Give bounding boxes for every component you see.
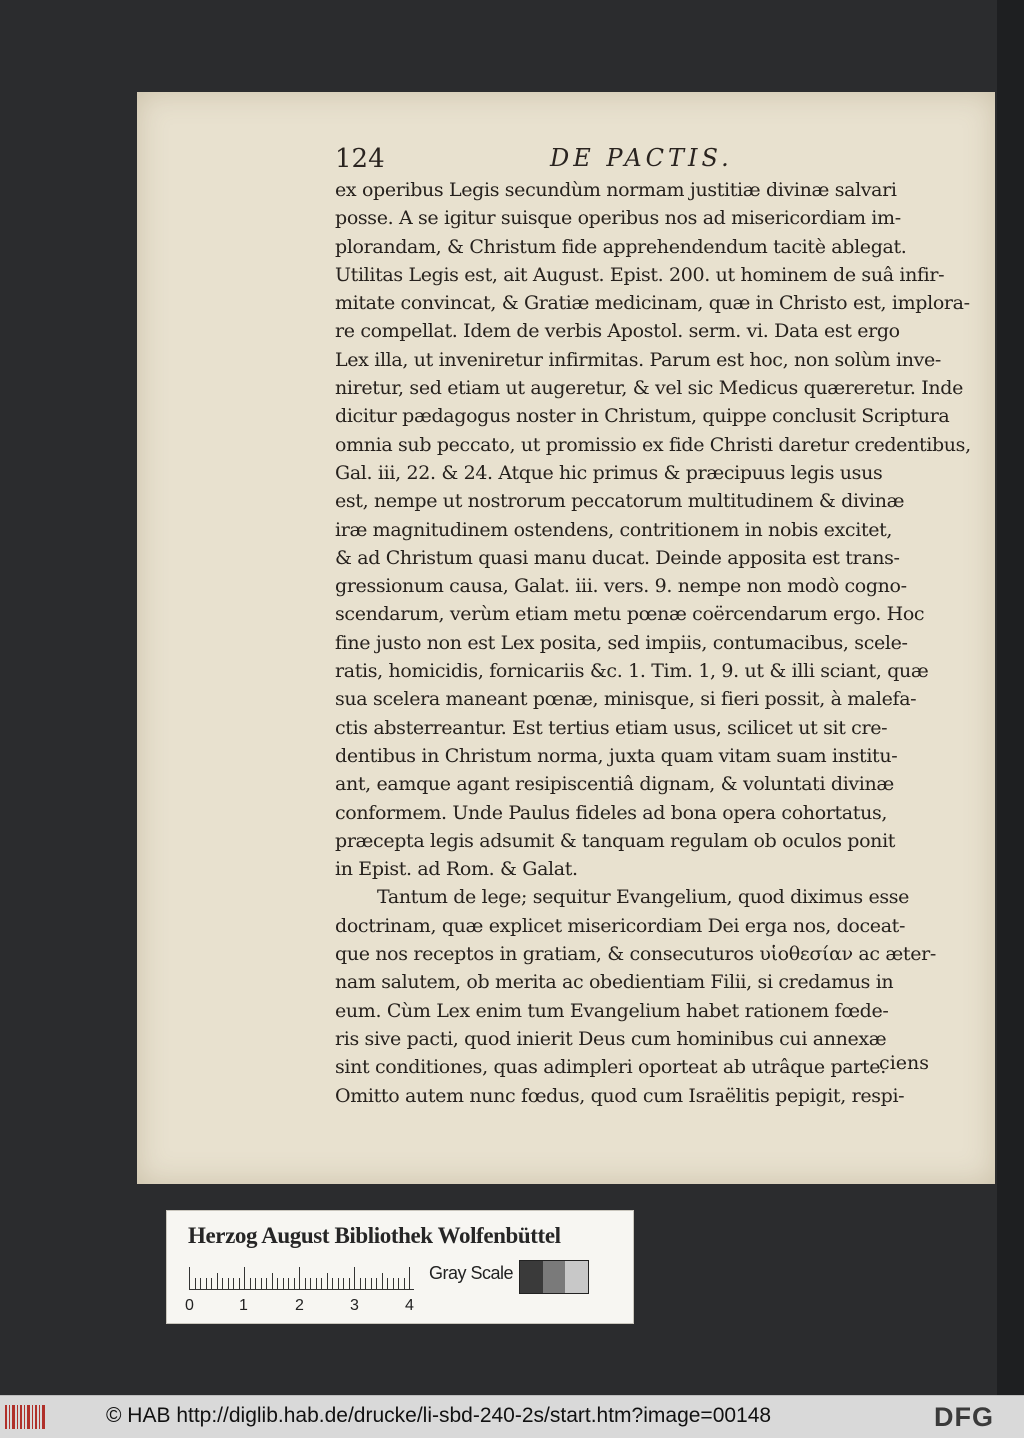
ruler-tick	[189, 1267, 190, 1289]
text-line: Utilitas Legis est, ait August. Epist. 200. ut hominem de suâ infir-	[335, 263, 945, 286]
ruler-tick	[200, 1278, 201, 1289]
text-line: præcepta legis adsumit & tanquam regulam ob oculos ponit	[335, 829, 896, 852]
viewer-footer	[0, 1395, 1024, 1438]
text-line: dicitur pædagogus noster in Christum, quippe conclusit Scriptura	[335, 405, 950, 428]
page-number: 124	[335, 144, 385, 174]
ruler-tick	[266, 1278, 267, 1289]
ruler-number: 1	[239, 1297, 248, 1314]
ruler-tick	[228, 1278, 229, 1289]
ruler-tick	[354, 1267, 355, 1289]
text-line: fine justo non est Lex posita, sed impiis, contumacibus, scele-	[335, 631, 908, 654]
text-line: Lex illa, ut inveniretur infirmitas. Parum est hoc, non solùm inve-	[335, 348, 941, 371]
swatch-light	[565, 1261, 588, 1293]
ruler-tick	[233, 1278, 234, 1289]
ruler-tick	[316, 1278, 317, 1289]
centimeter-ruler	[189, 1267, 414, 1290]
text-line: in Epist. ad Rom. & Galat.	[335, 858, 578, 881]
ruler-tick	[195, 1278, 196, 1289]
ruler-tick	[217, 1273, 218, 1289]
ruler-number: 4	[405, 1297, 414, 1314]
text-line: & ad Christum quasi manu ducat. Deinde apposita est trans-	[335, 546, 900, 569]
ruler-tick	[382, 1273, 383, 1289]
ruler-tick	[321, 1278, 322, 1289]
ruler-tick	[244, 1267, 245, 1289]
ruler-tick	[255, 1278, 256, 1289]
text-line: plorandam, & Christum fide apprehendendum tacitè ablegat.	[335, 235, 907, 258]
text-line: omnia sub peccato, ut promissio ex fide Christi daretur credentibus,	[335, 433, 971, 456]
text-line: nam salutem, ob merita ac obedientiam Filii, si credamus in	[335, 971, 894, 994]
ruler-tick	[261, 1278, 262, 1289]
source-link[interactable]: © HAB http://diglib.hab.de/drucke/li-sbd-240-2s/start.htm?image=00148	[106, 1404, 772, 1427]
text-line: ant, eamque agant resipiscentiâ dignam, & voluntati divinæ	[335, 773, 894, 796]
text-line: ratis, homicidis, fornicariis &c. 1. Tim. 1, 9. ut & illi sciant, quæ	[335, 660, 929, 683]
text-line: conformem. Unde Paulus fideles ad bona opera cohortatus,	[335, 801, 888, 824]
ruler-tick	[277, 1278, 278, 1289]
text-line: niretur, sed etiam ut augeretur, & vel sic Medicus quæreretur. Inde	[335, 377, 963, 400]
ruler-number: 0	[185, 1297, 194, 1314]
ruler-tick	[409, 1267, 410, 1289]
text-line: re compellat. Idem de verbis Apostol. serm. vi. Data est ergo	[335, 320, 900, 343]
text-line: Tantum de lege; sequitur Evangelium, quod diximus esse	[377, 886, 910, 909]
running-title: DE PACTIS.	[550, 144, 733, 172]
library-name: Herzog August Bibliothek Wolfenbüttel	[188, 1223, 561, 1248]
ruler-tick	[393, 1278, 394, 1289]
text-line: dentibus in Christum norma, juxta quam vitam suam institu-	[335, 744, 898, 767]
ruler-tick	[365, 1278, 366, 1289]
text-line: Gal. iii, 22. & 24. Atque hic primus & præcipuus legis usus	[335, 461, 883, 484]
gray-scale-label: Gray Scale	[429, 1263, 514, 1283]
text-line: gressionum causa, Galat. iii. vers. 9. nempe non modò cogno-	[335, 575, 907, 598]
dfg-logo: DFG	[934, 1402, 994, 1432]
text-line: sua scelera maneant pœnæ, minisque, si fieri possit, à malefa-	[335, 688, 917, 711]
text-line: iræ magnitudinem ostendens, contritionem in nobis excitet,	[335, 518, 893, 541]
text-line: est, nempe ut nostrorum peccatorum multitudinem & divinæ	[335, 490, 905, 513]
ruler-number: 3	[350, 1297, 359, 1314]
ruler-tick	[327, 1273, 328, 1289]
ruler-tick	[338, 1278, 339, 1289]
ruler-tick	[404, 1278, 405, 1289]
color-calibration-card	[166, 1210, 634, 1324]
text-line: scendarum, verùm etiam metu pœnæ coërcendarum ergo. Hoc	[335, 603, 925, 626]
text-line: que nos receptos in gratiam, & consecuturos υἱοθεσίαν ac æter-	[335, 943, 936, 966]
text-line: Omitto autem nunc fœdus, quod cum Israëlitis pepigit, respi-	[335, 1084, 905, 1107]
text-line: ex operibus Legis secundùm normam justitiæ divinæ salvari	[335, 179, 897, 201]
text-line: posse. A se igitur suisque operibus nos ad misericordiam im-	[335, 207, 901, 230]
ruler-tick	[349, 1278, 350, 1289]
ruler-tick	[206, 1278, 207, 1289]
ruler-tick	[332, 1278, 333, 1289]
ruler-tick	[305, 1278, 306, 1289]
ruler-tick	[299, 1267, 300, 1289]
book-page	[137, 92, 995, 1184]
text-line: ris sive pacti, quod inierit Deus cum hominibus cui annexæ	[335, 1027, 887, 1050]
gray-scale-swatches	[519, 1260, 589, 1294]
ruler-tick	[376, 1278, 377, 1289]
swatch-mid	[543, 1261, 566, 1293]
ruler-tick	[283, 1278, 284, 1289]
ruler-number: 2	[295, 1297, 304, 1314]
body-text	[335, 176, 971, 1110]
ruler-tick	[272, 1273, 273, 1289]
barcode-icon	[4, 1403, 48, 1431]
ruler-tick	[310, 1278, 311, 1289]
catchword: ciens	[879, 1052, 929, 1074]
text-line: doctrinam, quæ explicet misericordiam Dei erga nos, doceat-	[335, 914, 906, 937]
swatch-dark	[520, 1261, 543, 1293]
ruler-tick	[343, 1278, 344, 1289]
text-line: mitate convincat, & Gratiæ medicinam, quæ in Christo est, implora-	[335, 292, 970, 315]
ruler-tick	[222, 1278, 223, 1289]
page-header	[335, 144, 935, 180]
ruler-tick	[398, 1278, 399, 1289]
text-line: sint conditiones, quas adimpleri oporteat ab utrâque parte.	[335, 1056, 886, 1079]
text-line: eum. Cùm Lex enim tum Evangelium habet rationem fœde-	[335, 999, 889, 1022]
ruler-tick	[371, 1278, 372, 1289]
book-edge	[997, 0, 1024, 1395]
ruler-tick	[239, 1278, 240, 1289]
ruler-tick	[211, 1278, 212, 1289]
ruler-tick	[387, 1278, 388, 1289]
ruler-tick	[360, 1278, 361, 1289]
ruler-tick	[294, 1278, 295, 1289]
text-line: ctis absterreantur. Est tertius etiam usus, scilicet ut sit cre-	[335, 716, 888, 739]
ruler-tick	[288, 1278, 289, 1289]
ruler-numbers	[185, 1297, 425, 1319]
ruler-tick	[250, 1278, 251, 1289]
